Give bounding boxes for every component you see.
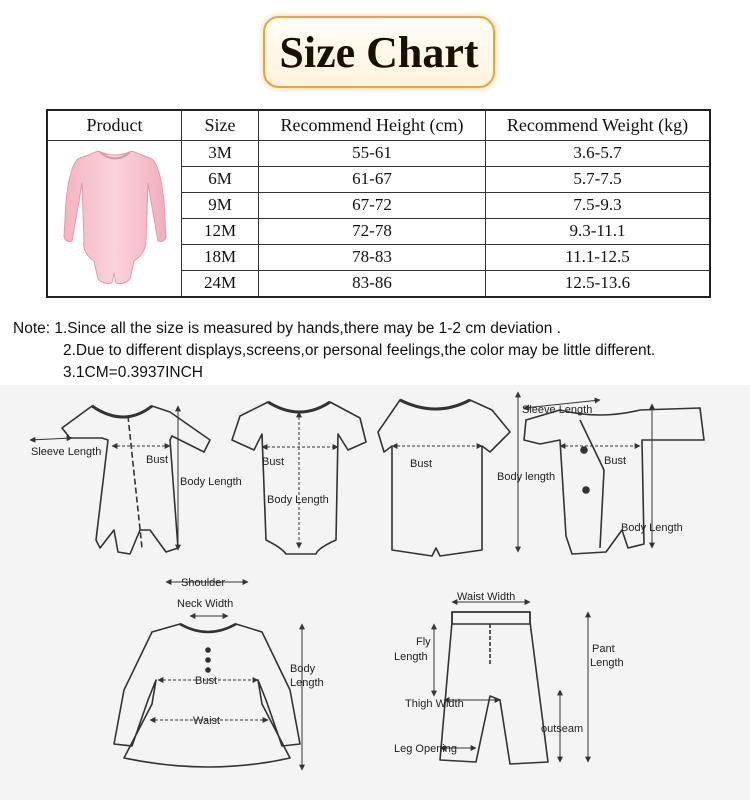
cell-weight: 9.3-11.1 xyxy=(486,218,711,244)
table-header-row xyxy=(47,110,710,141)
dress-body-label: Body xyxy=(290,663,316,675)
shortall-body-label: Body length xyxy=(497,471,556,483)
pants-leg-label: Leg Opening xyxy=(394,743,457,755)
dress-shoulder-label: Shoulder xyxy=(181,577,226,589)
pants-fly-length-label: Length xyxy=(394,651,428,663)
pants-pant-length-label: Length xyxy=(590,657,624,669)
pants-diagram xyxy=(434,602,588,764)
cell-weight: 12.5-13.6 xyxy=(486,270,711,297)
kimono-body-label: Body Length xyxy=(621,522,683,534)
cell-size: 3M xyxy=(182,141,259,167)
romper-body-label: Body Length xyxy=(180,476,242,488)
pants-pant-label: Pant xyxy=(592,643,615,655)
note-line-1: Note: 1.Since all the size is measured by hands,there may be 1-2 cm deviation . xyxy=(13,320,561,337)
cell-height: 78-83 xyxy=(259,244,486,270)
cell-weight: 7.5-9.3 xyxy=(486,192,711,218)
header-product: Product xyxy=(47,110,182,141)
kimono-sleeve-label: Sleeve Length xyxy=(522,404,593,416)
header-height: Recommend Height (cm) xyxy=(259,110,486,141)
romper-sleeve-label: Sleeve Length xyxy=(31,446,102,458)
cell-height: 61-67 xyxy=(259,166,486,192)
cell-height: 55-61 xyxy=(259,141,486,167)
dress-length-label: Length xyxy=(290,677,324,689)
table-row xyxy=(47,141,710,167)
cell-weight: 3.6-5.7 xyxy=(486,141,711,167)
cell-size: 12M xyxy=(182,218,259,244)
cell-size: 6M xyxy=(182,166,259,192)
header-size: Size xyxy=(182,110,259,141)
cell-height: 72-78 xyxy=(259,218,486,244)
notes xyxy=(13,318,655,384)
cell-size: 24M xyxy=(182,270,259,297)
dress-neck-label: Neck Width xyxy=(177,598,234,610)
cell-height: 83-86 xyxy=(259,270,486,297)
cell-weight: 11.1-12.5 xyxy=(486,244,711,270)
pants-outseam-label: outseam xyxy=(541,723,584,735)
pants-waist-label: Waist Width xyxy=(457,591,516,603)
dress-waist-label: Waist xyxy=(193,715,221,727)
product-image-cell xyxy=(47,141,182,298)
pants-fly-label: Fly xyxy=(416,636,431,648)
cell-weight: 5.7-7.5 xyxy=(486,166,711,192)
cell-size: 18M xyxy=(182,244,259,270)
pants-thigh-label: Thigh Width xyxy=(405,698,464,710)
measurement-diagrams xyxy=(0,385,750,800)
header-weight: Recommend Weight (kg) xyxy=(486,110,711,141)
dress-bust-label: Bust xyxy=(195,675,218,687)
size-table xyxy=(46,109,711,298)
note-line-2: 2.Due to different displays,screens,or personal feelings,the color may be little different. xyxy=(63,342,656,359)
note-line-3: 3.1CM=0.3937INCH xyxy=(63,364,203,381)
romper-bust-label: Bust xyxy=(146,454,169,466)
cell-size: 9M xyxy=(182,192,259,218)
page-title: Size Chart xyxy=(279,27,479,77)
title-banner xyxy=(263,16,495,88)
kimono-bust-label: Bust xyxy=(604,455,627,467)
cell-height: 67-72 xyxy=(259,192,486,218)
bodysuit-body-label: Body Length xyxy=(267,494,329,506)
pink-bodysuit-image xyxy=(60,141,170,291)
bodysuit-diagram xyxy=(232,402,366,554)
bodysuit-bust-label: Bust xyxy=(262,456,285,468)
shortall-bust-label: Bust xyxy=(410,458,433,470)
